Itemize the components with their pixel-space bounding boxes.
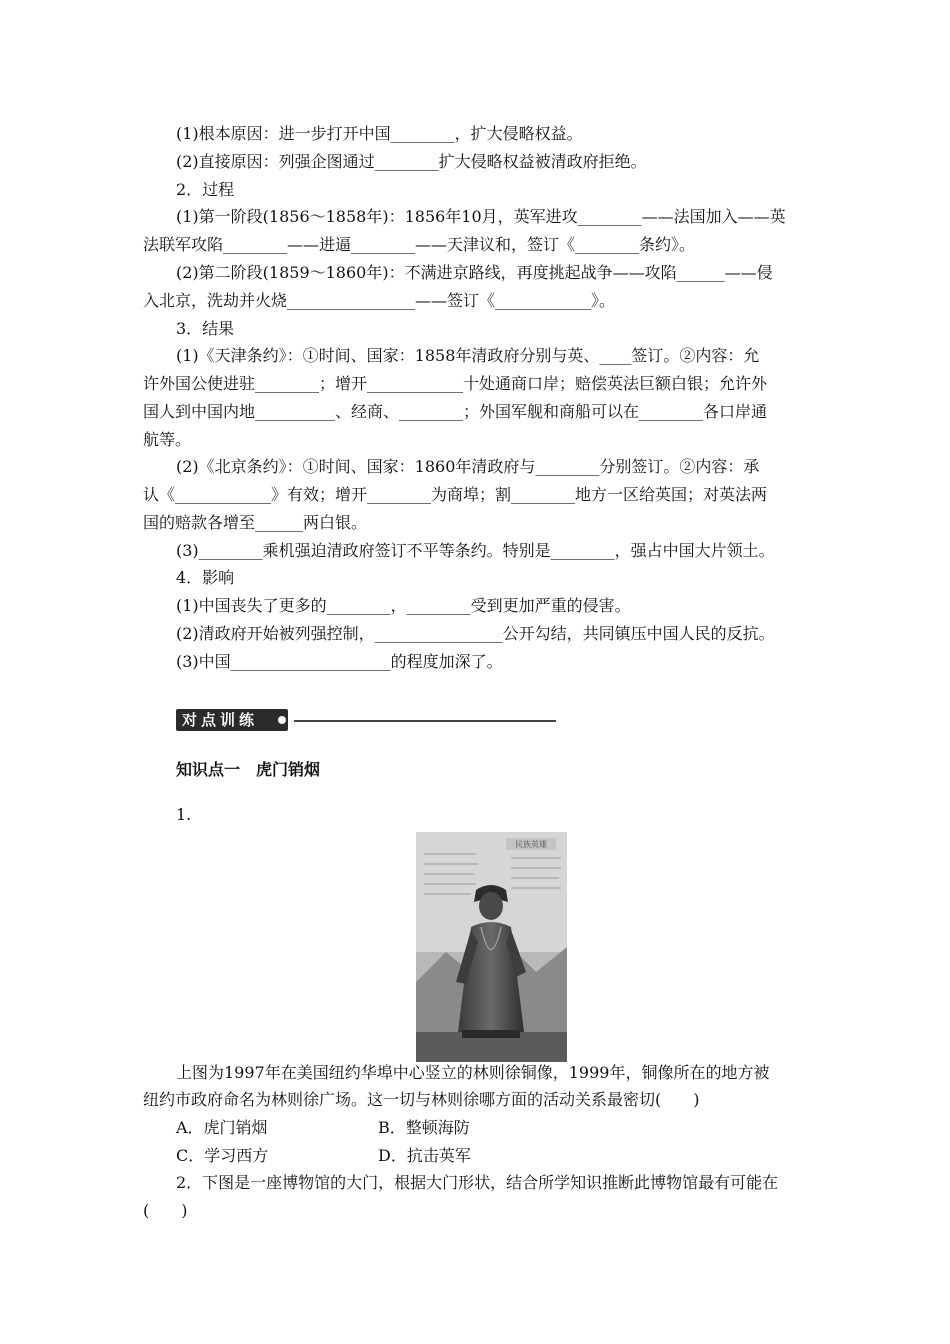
text-line: (3)中国____________________的程度加深了。 <box>176 652 503 671</box>
knowledge-point-title: 知识点一 虎门销烟 <box>176 760 321 779</box>
text-line: 认《____________》有效；增开________为商埠；割________地方一区给英国；对英法两 <box>143 485 768 504</box>
text-line: 航等。 <box>143 430 192 449</box>
text-line: (2)《北京条约》：①时间、国家：1860年清政府与________分别签订。②内容：承 <box>176 457 760 476</box>
heading-rule <box>294 720 556 722</box>
bullet-dot-icon <box>276 714 288 726</box>
text-line: (1)第一阶段(1856～1858年)：1856年10月，英军进攻________——法国加入——英 <box>176 207 786 226</box>
question-stem: ( ) <box>143 1201 188 1220</box>
statue-icon <box>416 832 567 1062</box>
question-stem: 2．下图是一座博物馆的大门，根据大门形状，结合所学知识推断此博物馆最有可能在 <box>176 1173 779 1192</box>
text-line: (2)清政府开始被列强控制，________________公开勾结，共同镇压中国人民的反抗。 <box>176 624 775 643</box>
text-line: 2．过程 <box>176 180 235 199</box>
option-a: A．虎门销烟 <box>176 1118 268 1137</box>
lin-zexu-statue-photo <box>416 832 567 1062</box>
text-line: (1)根本原因：进一步打开中国________，扩大侵略权益。 <box>176 124 583 143</box>
question-stem: 上图为1997年在美国纽约华埠中心竖立的林则徐铜像，1999年，铜像所在的地方被 <box>176 1063 770 1082</box>
text-line: 许外国公使进驻________；增开____________十处通商口岸；赔偿英法巨额白银；允许外 <box>143 374 768 393</box>
text-line: 入北京，洗劫并火烧________________——签订《____________》。 <box>143 291 616 310</box>
option-c: C．学习西方 <box>176 1146 269 1165</box>
text-line: (3)________乘机强迫清政府签订不平等条约。特别是________，强占中国大片领土。 <box>176 541 775 560</box>
text-line: 法联军攻陷________——进逼________——天津议和，签订《________条约》。 <box>143 235 696 254</box>
text-line: 国人到中国内地__________、经商、________；外国军舰和商船可以在________各口岸通 <box>143 402 768 421</box>
section-heading-label: 对点训练 <box>176 709 288 731</box>
option-b: B．整顿海防 <box>378 1118 470 1137</box>
option-d: D．抗击英军 <box>378 1146 471 1165</box>
text-line: 国的赔款各增至______两白银。 <box>143 513 368 532</box>
text-line: 3．结果 <box>176 319 235 338</box>
question-number: 1. <box>176 805 192 824</box>
photo-caption: 民族英雄 <box>515 840 547 849</box>
question-stem: 纽约市政府命名为林则徐广场。这一切与林则徐哪方面的活动关系最密切( ) <box>143 1090 700 1109</box>
text-line: (1)中国丧失了更多的________，________受到更加严重的侵害。 <box>176 596 631 615</box>
text-line: (1)《天津条约》：①时间、国家：1858年清政府分别与英、____签订。②内容：允 <box>176 346 760 365</box>
text-line: (2)直接原因：列强企图通过________扩大侵略权益被清政府拒绝。 <box>176 152 647 171</box>
text-line: 4．影响 <box>176 568 235 587</box>
text-line: (2)第二阶段(1859～1860年)：不满进京路线，再度挑起战争——攻陷______——侵 <box>176 263 773 282</box>
